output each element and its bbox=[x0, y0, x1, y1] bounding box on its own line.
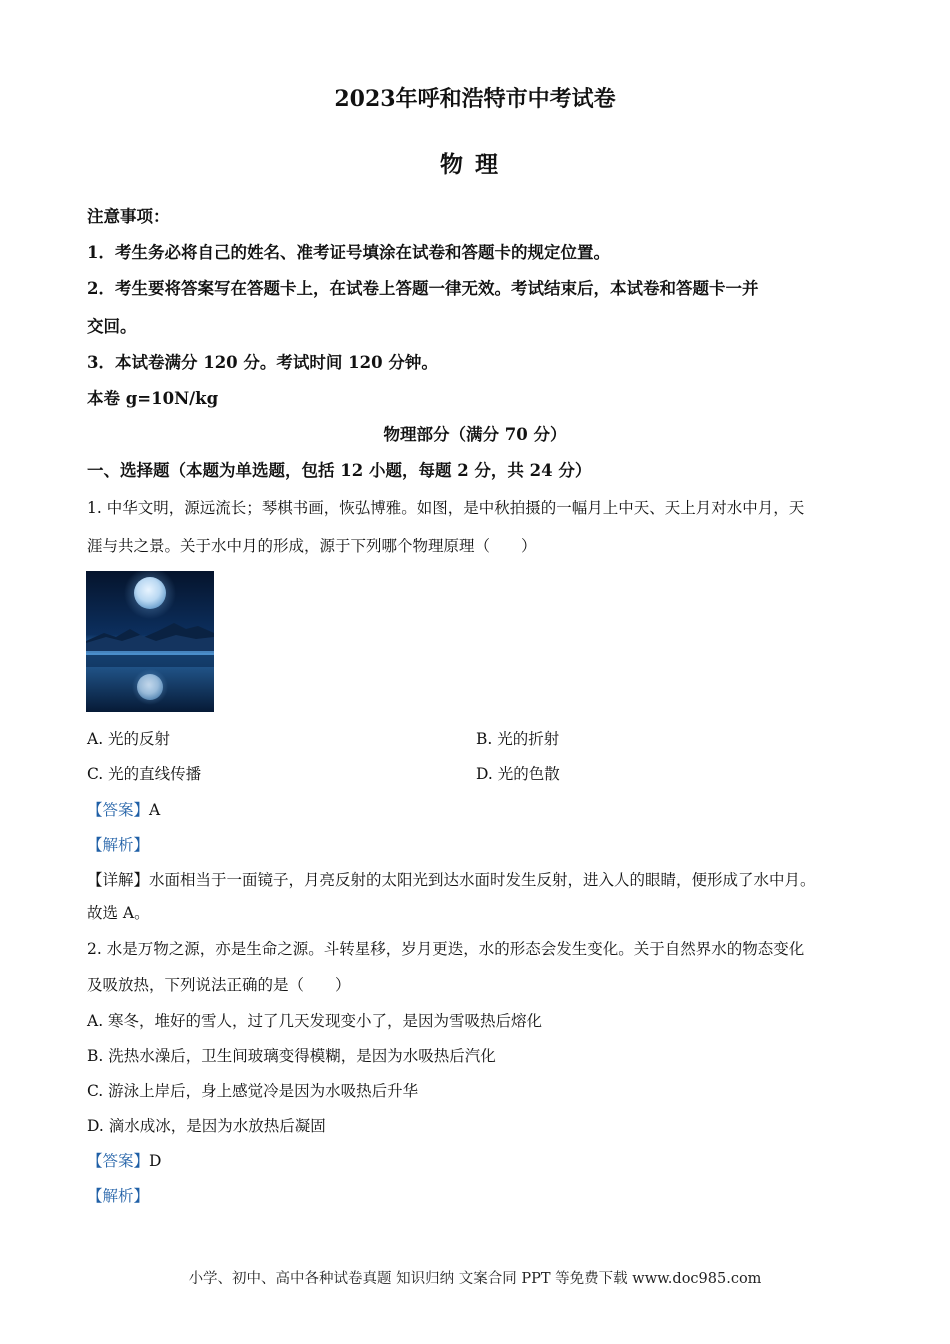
subject-title: 物理 bbox=[440, 151, 510, 178]
q1-detail-line-1 bbox=[87, 868, 816, 892]
detail-text: 水面相当于一面镜子，月亮反射的太阳光到达水面时发生反射，进入人的眼睛，便形成了水中月。 bbox=[149, 871, 816, 889]
answer-tag: 【答案】 bbox=[87, 1152, 150, 1170]
answer-tag: 【答案】 bbox=[87, 801, 150, 819]
q1-option-d: D. 光的色散 bbox=[476, 765, 560, 783]
q1-stem-line-1: 1. 中华文明，源远流长；琴棋书画，恢弘博雅。如图，是中秋拍摄的一幅月上中天、天上月对水中月，天 bbox=[87, 499, 805, 517]
q2-option-c: C. 游泳上岸后，身上感觉冷是因为水吸热后升华 bbox=[87, 1082, 419, 1100]
q1-detail-line-2: 故选 A。 bbox=[87, 904, 150, 922]
q2-stem-line-1: 2. 水是万物之源，亦是生命之源。斗转星移，岁月更迭，水的形态会发生变化。关于自然界水的物态变化 bbox=[87, 940, 805, 958]
notice-heading: 注意事项： bbox=[87, 207, 170, 226]
q1-option-a: A. 光的反射 bbox=[87, 730, 171, 748]
q2-analysis-tag: 【解析】 bbox=[87, 1187, 150, 1205]
answer-value: D bbox=[149, 1152, 162, 1170]
q1-answer bbox=[87, 798, 160, 822]
q2-stem-line-2: 及吸放热，下列说法正确的是（ ） bbox=[87, 976, 351, 994]
page-footer: 小学、初中、高中各种试卷真题 知识归纳 文案合同 PPT 等免费下载 www.doc985.com bbox=[188, 1271, 762, 1287]
section-heading: 一、选择题（本题为单选题，包括 12 小题，每题 2 分，共 24 分） bbox=[87, 461, 592, 480]
moon-reflection-image bbox=[86, 571, 214, 712]
part-title: 物理部分（满分 70 分） bbox=[383, 425, 567, 444]
q2-option-d: D. 滴水成冰，是因为水放热后凝固 bbox=[87, 1117, 326, 1135]
q1-option-c: C. 光的直线传播 bbox=[87, 765, 202, 783]
notice-item-2-line-1: 2．考生要将答案写在答题卡上，在试卷上答题一律无效。考试结束后，本试卷和答题卡一并 bbox=[87, 279, 759, 298]
notice-item-2-line-2: 交回。 bbox=[87, 317, 137, 336]
q1-analysis-tag: 【解析】 bbox=[87, 836, 150, 854]
answer-value: A bbox=[149, 801, 161, 819]
detail-tag: 【详解】 bbox=[87, 871, 150, 889]
q1-stem-line-2: 涯与共之景。关于水中月的形成，源于下列哪个物理原理（ ） bbox=[87, 537, 537, 555]
q1-option-b: B. 光的折射 bbox=[476, 730, 560, 748]
notice-item-1: 1．考生务必将自己的姓名、准考证号填涂在试卷和答题卡的规定位置。 bbox=[87, 243, 610, 262]
q2-option-a: A. 寒冬，堆好的雪人，过了几天发现变小了，是因为雪吸热后熔化 bbox=[87, 1012, 543, 1030]
q2-option-b: B. 洗热水澡后，卫生间玻璃变得模糊，是因为水吸热后汽化 bbox=[87, 1047, 496, 1065]
q2-answer bbox=[87, 1149, 161, 1173]
notice-item-3: 3．本试卷满分 120 分。考试时间 120 分钟。 bbox=[87, 353, 438, 372]
gravity-note: 本卷 g=10N/kg bbox=[87, 389, 219, 408]
page-title: 2023年呼和浩特市中考试卷 bbox=[334, 86, 616, 112]
